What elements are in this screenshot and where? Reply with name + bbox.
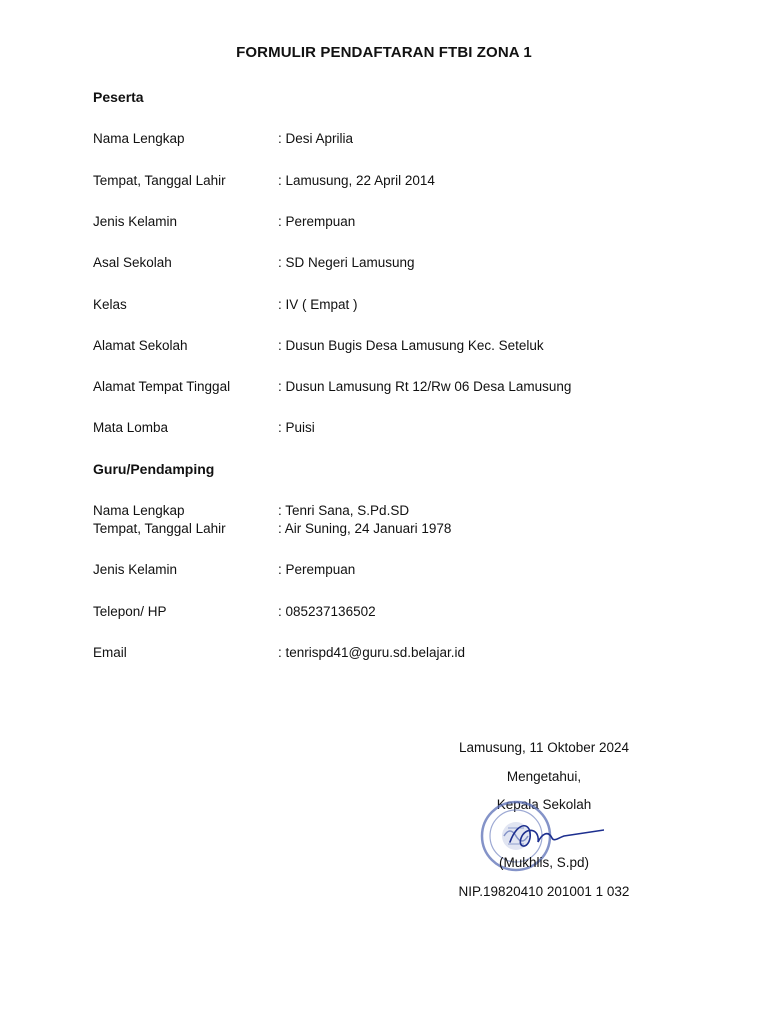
peserta-field-home-address [93, 379, 693, 397]
field-value: : Perempuan [278, 214, 356, 229]
field-value: : tenrispd41@guru.sd.belajar.id [278, 645, 466, 660]
field-value: : Desi Aprilia [278, 131, 354, 146]
field-label: Jenis Kelamin [93, 562, 178, 577]
field-value: : Perempuan [278, 562, 356, 577]
guru-field-phone [93, 604, 693, 622]
field-value: : Dusun Lamusung Rt 12/Rw 06 Desa Lamusung [278, 379, 572, 394]
peserta-field-birth [93, 173, 693, 191]
field-label: Jenis Kelamin [93, 214, 178, 229]
field-value: : SD Negeri Lamusung [278, 255, 415, 270]
position-title: Kepala Sekolah [496, 797, 592, 812]
peserta-field-school-address [93, 338, 693, 356]
field-label: Telepon/ HP [93, 604, 167, 619]
peserta-field-name [93, 131, 693, 149]
guru-field-birth [93, 521, 693, 539]
field-value: : Puisi [278, 420, 315, 435]
field-label: Kelas [93, 297, 127, 312]
peserta-field-competition [93, 420, 693, 438]
guru-field-gender [93, 562, 693, 580]
form-title: FORMULIR PENDAFTARAN FTBI ZONA 1 [236, 44, 532, 61]
principal-nip: NIP.19820410 201001 1 032 [458, 884, 630, 899]
peserta-heading: Peserta [93, 89, 144, 105]
principal-name: (Mukhlis, S.pd) [498, 855, 590, 870]
peserta-field-class [93, 297, 693, 315]
field-label: Nama Lengkap [93, 503, 185, 518]
field-value: : Lamusung, 22 April 2014 [278, 173, 435, 188]
place-date: Lamusung, 11 Oktober 2024 [458, 740, 630, 755]
field-value: : Dusun Bugis Desa Lamusung Kec. Seteluk [278, 338, 544, 353]
field-label: Mata Lomba [93, 420, 169, 435]
field-value: : Air Suning, 24 Januari 1978 [278, 521, 452, 536]
field-label: Nama Lengkap [93, 131, 185, 146]
field-label: Email [93, 645, 127, 660]
peserta-field-school [93, 255, 693, 273]
guru-field-email [93, 645, 693, 663]
peserta-field-gender [93, 214, 693, 232]
field-label: Alamat Tempat Tinggal [93, 379, 231, 394]
guru-field-name [93, 503, 693, 521]
acknowledged-text: Mengetahui, [506, 769, 582, 784]
field-label: Tempat, Tanggal Lahir [93, 521, 226, 536]
field-value: : 085237136502 [278, 604, 376, 619]
field-value: : Tenri Sana, S.Pd.SD [278, 503, 410, 518]
field-label: Alamat Sekolah [93, 338, 188, 353]
field-label: Tempat, Tanggal Lahir [93, 173, 226, 188]
field-value: : IV ( Empat ) [278, 297, 358, 312]
guru-heading: Guru/Pendamping [93, 461, 215, 477]
field-label: Asal Sekolah [93, 255, 172, 270]
